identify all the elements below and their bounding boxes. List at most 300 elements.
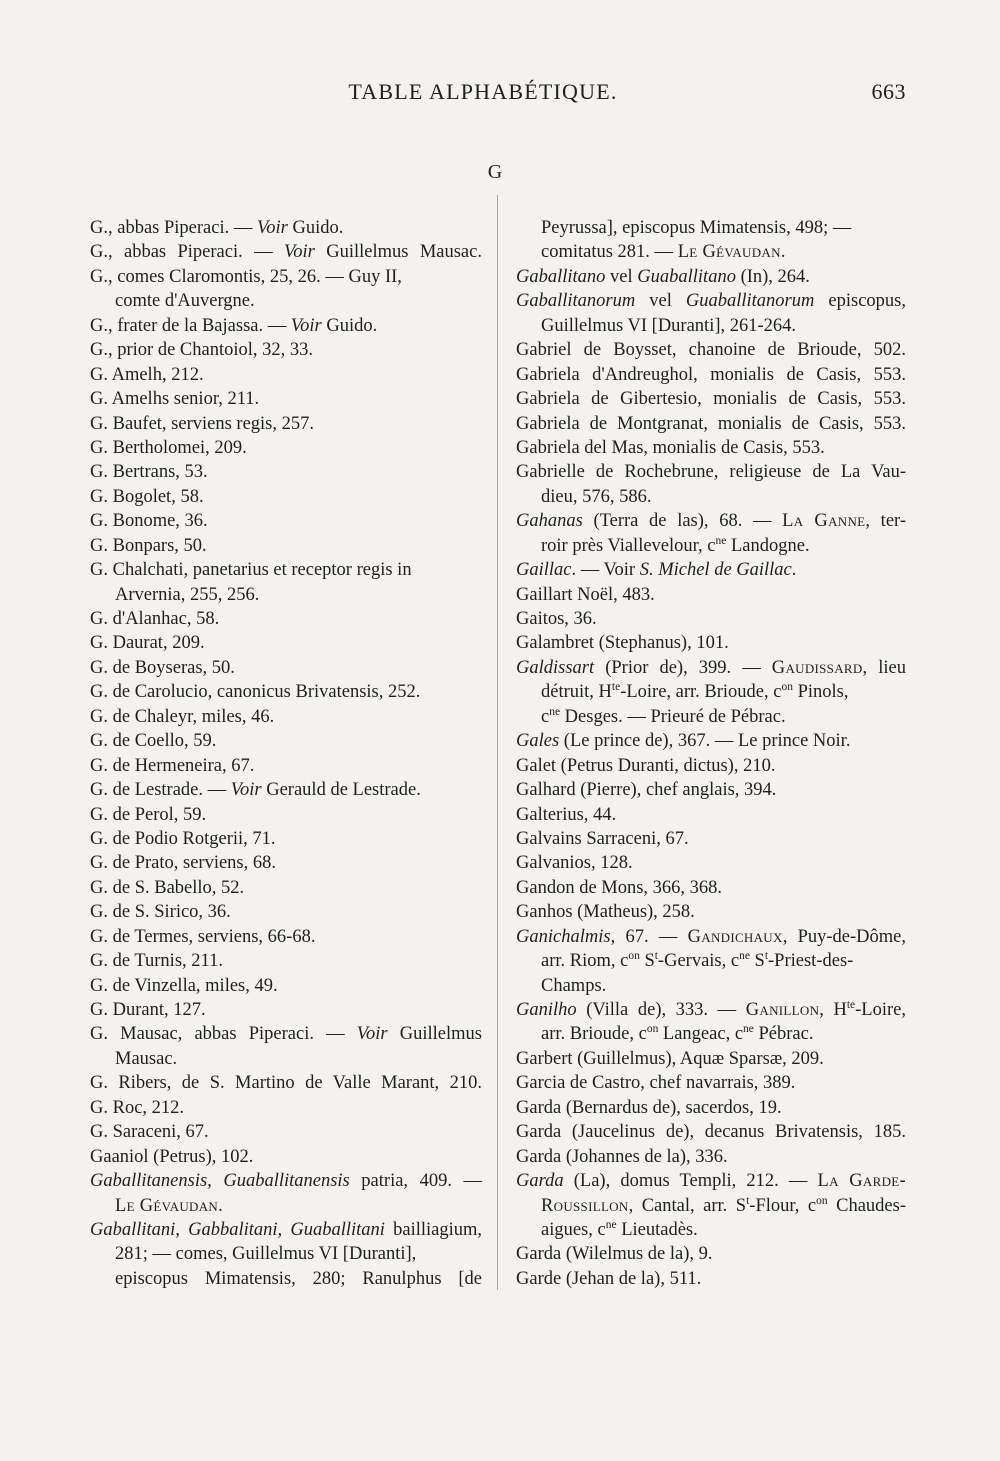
index-entry [90,680,482,704]
entry-text: G. de Termes, serviens, 66-68. [90,926,316,947]
entry-text: G. Bogolet, 58. [90,486,204,507]
index-entry [90,827,482,851]
entry-line [541,680,906,704]
index-entry [516,1096,906,1120]
entry-text: G. Roc, 212. [90,1097,185,1118]
entry-text: Gaaniol (Petrus), 102. [90,1146,254,1167]
entry-line [516,583,906,607]
index-entry [516,778,906,802]
superscript-abbrev: te [611,681,621,694]
index-entry [90,412,482,436]
entry-text: G. de Coello, 59. [90,731,217,752]
entry-line [90,1120,482,1144]
italic-term: Voir [230,780,262,801]
entry-text: (In), 264. [735,266,810,287]
entry-text: Galterius, 44. [516,804,617,825]
superscript-abbrev: ne [715,534,727,547]
entry-text: G. Amelhs senior, 211. [90,389,260,410]
entry-line [115,289,482,313]
entry-text: arr. Brioude, c [541,1024,647,1045]
index-entry [90,754,482,778]
entry-line [90,680,482,704]
entry-line [90,1169,482,1193]
entry-line [516,998,906,1022]
index-entry [90,1096,482,1120]
italic-term: Guaballitano [637,266,736,287]
small-caps-term: Le Gévaudan [115,1195,219,1216]
entry-line [541,1218,906,1242]
entry-line [115,1194,482,1218]
entry-line [90,412,482,436]
index-entry [90,1145,482,1169]
entry-text: Gerauld de Lestrade. [261,780,421,801]
entry-line [541,1194,906,1218]
entry-text: détruit, H [541,682,612,703]
superscript-abbrev: ne [549,705,561,718]
entry-text: G. de Hermeneira, 67. [90,755,255,776]
index-entry [90,607,482,631]
entry-line [90,216,482,240]
entry-line [115,583,482,607]
index-entry [516,1242,906,1266]
entry-text: G., abbas Piperaci. — [90,242,284,263]
entry-line [516,851,906,875]
index-entry [516,729,906,753]
entry-line [516,412,906,436]
entry-line [516,1242,906,1266]
entry-text: Landogne. [726,535,810,556]
entry-line [516,363,906,387]
entry-text: bailliagium, [384,1219,482,1240]
index-entry [90,1169,482,1218]
entry-line [516,509,906,533]
index-entry [90,363,482,387]
entry-text: S [639,951,655,972]
entry-text: Guillelmus [387,1024,482,1045]
index-entry [90,460,482,484]
entry-line [90,607,482,631]
superscript-abbrev: ne [739,949,750,962]
entry-text: Gabriela del Mas, monialis de Casis, 553. [516,437,825,458]
entry-line [516,460,906,484]
entry-text: Gabriela de Gibertesio, monialis de Casis, 553. [516,389,906,410]
index-entry [516,436,906,460]
index-entry [90,803,482,827]
entry-line [541,485,906,509]
entry-text: -Gervais, c [657,951,740,972]
index-entry [516,216,906,265]
entry-line [516,289,906,313]
entry-line [90,974,482,998]
index-entry [516,509,906,558]
entry-text: Guillelmus VI [Duranti], 261-264. [541,315,797,336]
entry-text: (Terra de las), 68. — [582,511,783,532]
entry-text: 281; — comes, Guillelmus VI [Duranti], [115,1244,417,1265]
entry-line [90,729,482,753]
entry-text: G. de Turnis, 211. [90,951,223,972]
entry-line [541,974,906,998]
italic-term: Gaballitanensis, Guaballitanensis [90,1171,350,1192]
entry-text: G. Bertholomei, 209. [90,437,247,458]
entry-line [516,827,906,851]
entry-text: G. Ribers, de S. Martino de Valle Marant, 210. [90,1073,482,1094]
index-entry [90,656,482,680]
entry-line [90,240,482,264]
entry-line [516,1047,906,1071]
index-entry [90,876,482,900]
entry-text: G. de Prato, serviens, 68. [90,853,276,874]
entry-text: Galhard (Pierre), chef anglais, 394. [516,780,777,801]
entry-line [90,925,482,949]
entry-text: G. de Chaleyr, miles, 46. [90,706,275,727]
index-entry [90,1022,482,1071]
index-entry [90,436,482,460]
index-entry [516,265,906,289]
entry-text: dieu, 576, 586. [541,486,652,507]
entry-text: Garcia de Castro, chef navarrais, 389. [516,1073,796,1094]
index-entry [90,216,482,240]
index-entry [516,363,906,387]
index-entry [90,925,482,949]
entry-text: (Villa de), 333. — [576,1000,746,1020]
superscript-abbrev: ne [743,1023,754,1036]
entry-text: , Puy-de-Dôme, [782,926,906,947]
entry-text: Langeac, c [658,1024,744,1045]
superscript-abbrev: t [764,949,769,962]
superscript-abbrev: on [628,949,640,962]
small-caps-term: Gandichaux [687,926,783,947]
entry-line [516,436,906,460]
entry-text: Champs. [541,975,607,996]
superscript-abbrev: on [816,1194,828,1207]
entry-line [90,851,482,875]
entry-text: Garda (Wilelmus de la), 9. [516,1244,713,1265]
entry-text: G. Bonpars, 50. [90,535,207,556]
index-entry [516,289,906,338]
entry-line [90,1022,482,1046]
index-entry [516,607,906,631]
superscript-abbrev: t [746,1194,750,1207]
index-column-left [90,216,482,1291]
entry-text: Peyrussa], episcopus Mimatensis, 498; — [541,218,852,238]
index-entry [516,558,906,582]
entry-text: -Loire, arr. Brioude, c [620,682,782,703]
entry-text: episcopus Mimatensis, 280; Ranulphus [de [115,1268,482,1289]
entry-text: G. de Podio Rotgerii, 71. [90,828,276,849]
entry-line [90,656,482,680]
index-entry [516,1047,906,1071]
index-entry [90,851,482,875]
italic-term: Gales [516,731,560,752]
entry-line [541,216,906,240]
entry-text: G. de S. Sirico, 36. [90,902,231,923]
entry-text: Galvains Sarraceni, 67. [516,828,689,849]
entry-line [90,387,482,411]
index-entry [90,387,482,411]
entry-text: -Flour, c [749,1195,817,1216]
index-entry [90,974,482,998]
index-entry [90,1120,482,1144]
entry-line [516,1169,906,1193]
entry-line [516,1145,906,1169]
italic-term: Ganilho [516,1000,577,1020]
entry-text: G. de Boyseras, 50. [90,657,235,678]
entry-text: (La), domus Templi, 212. — [563,1171,818,1192]
entry-text: . [218,1195,223,1216]
superscript-abbrev: t [654,949,658,962]
entry-text: . — Voir [571,560,640,581]
entry-text: G., comes Claromontis, 25, 26. — Guy II, [90,266,402,287]
entry-text: Galambret (Stephanus), 101. [516,633,729,654]
entry-text: G. Bonome, 36. [90,511,208,532]
index-entry [90,900,482,924]
superscript-abbrev: on [646,1023,659,1036]
index-entry [516,998,906,1047]
entry-line [516,338,906,362]
index-entry [90,778,482,802]
entry-text: (Prior de), 399. — [594,657,772,678]
index-entry [516,583,906,607]
italic-term: Gahanas [516,511,583,532]
index-entry [90,631,482,655]
entry-text: Garda (Bernardus de), sacerdos, 19. [516,1097,782,1118]
entry-line [90,1218,482,1242]
entry-text: Gabrielle de Rochebrune, religieuse de La Vau- [516,462,906,483]
index-entry [90,1071,482,1095]
entry-text: S [749,951,765,972]
entry-text: , H [819,1000,847,1020]
entry-text: G. de S. Babello, 52. [90,877,245,898]
index-entry [516,900,906,924]
entry-line [90,534,482,558]
entry-line [516,631,906,655]
small-caps-term: Ganillon [745,1000,820,1020]
italic-term: Garda [516,1171,564,1192]
entry-text: vel [605,266,638,287]
entry-line [516,265,906,289]
entry-line [90,631,482,655]
entry-text: episcopus, [814,291,906,312]
entry-text: Guido. [287,218,344,238]
index-entry [90,534,482,558]
entry-text: Gabriela de Montgranat, monialis de Casis, 553. [516,413,906,434]
small-caps-term: La Garde- [817,1171,906,1192]
index-entry [90,558,482,607]
entry-text: Gabriel de Boysset, chanoine de Brioude, 502. [516,340,906,361]
index-entry [516,656,906,729]
italic-term: Gaillac [516,560,572,581]
entry-line [516,656,906,680]
entry-line [541,1022,906,1046]
italic-term: Voir [290,315,322,336]
entry-text: roir près Viallevelour, c [541,535,716,556]
index-entry [516,925,906,998]
entry-text: Galet (Petrus Duranti, dictus), 210. [516,755,776,776]
entry-text: Pébrac. [753,1024,814,1045]
italic-term: Voir [284,242,315,263]
entry-line [115,1267,482,1291]
entry-line [90,1145,482,1169]
entry-text: , 67. — [610,926,688,947]
entry-line [90,558,482,582]
entry-text: Gabriela d'Andreughol, monialis de Casis, 553. [516,364,906,385]
entry-line [90,778,482,802]
index-entry [90,265,482,314]
entry-line [541,705,906,729]
index-entry [90,240,482,264]
entry-text: comte d'Auvergne. [115,291,255,312]
italic-term: S. Michel de Gaillac [639,560,792,581]
entry-line [541,534,906,558]
entry-text: Galvanios, 128. [516,853,633,874]
entry-text: Lieutadès. [616,1219,698,1240]
column-divider [497,195,498,1290]
entry-line [90,876,482,900]
index-entry [90,729,482,753]
entry-text: , lieu [862,657,906,678]
entry-text: G. de Carolucio, canonicus Brivatensis, 252. [90,682,421,703]
entry-text: Garde (Jehan de la), 511. [516,1268,702,1289]
index-entry [90,314,482,338]
index-entry [90,998,482,1022]
entry-line [516,1071,906,1095]
running-title: TABLE ALPHABÉTIQUE. [348,79,618,104]
entry-line [90,509,482,533]
entry-line [541,314,906,338]
entry-text: Pinols, [792,682,849,703]
entry-text: Garda (Jaucelinus de), decanus Brivatensis, 185. [516,1122,906,1143]
entry-line [90,314,482,338]
entry-text: G., frater de la Bajassa. — [90,315,291,336]
entry-line [115,1242,482,1266]
entry-line [516,900,906,924]
index-entry [516,1145,906,1169]
entry-text: Ganhos (Matheus), 258. [516,902,695,923]
entry-line [90,949,482,973]
italic-term: Gaballitanorum [516,291,636,312]
entry-text: G. Mausac, abbas Piperaci. — [90,1024,357,1045]
superscript-abbrev: te [846,998,856,1011]
index-entry [516,1071,906,1095]
index-entry [90,485,482,509]
entry-line [90,265,482,289]
entry-line [90,338,482,362]
entry-line [516,387,906,411]
italic-term: Gaballitani, Gabbalitani, Guaballitani [90,1219,385,1240]
entry-text: Gaillart Noël, 483. [516,584,655,605]
entry-text: . [780,242,786,263]
entry-line [90,900,482,924]
entry-text: Gandon de Mons, 366, 368. [516,877,723,898]
entry-line [516,778,906,802]
superscript-abbrev: ne [605,1218,617,1231]
italic-term: Voir [356,1024,388,1045]
entry-text: Mausac. [115,1048,178,1069]
entry-text: Chaudes- [827,1195,906,1216]
index-entry [90,949,482,973]
index-entry [516,631,906,655]
entry-line [516,1096,906,1120]
entry-text: G., abbas Piperaci. — [90,218,257,238]
index-entry [90,338,482,362]
italic-term: Guaballitanorum [685,291,815,312]
small-caps-term: Roussillon [541,1195,629,1216]
entry-text: G. Chalchati, panetarius et receptor regis in [90,560,412,581]
entry-text: Guido. [321,315,378,336]
entry-line [115,1047,482,1071]
entry-text: G. Amelh, 212. [90,364,204,385]
italic-term: Voir [256,218,288,238]
entry-text: G. Saraceni, 67. [90,1122,209,1143]
entry-text: aigues, c [541,1219,606,1240]
entry-text: . [791,560,797,581]
entry-line [516,729,906,753]
small-caps-term: Gaudissard [771,657,863,678]
entry-text: comitatus 281. — [541,242,678,263]
italic-term: Galdissart [516,657,595,678]
entry-line [516,1120,906,1144]
entry-text: G. d'Alanhac, 58. [90,609,220,629]
entry-text: G. de Lestrade. — [90,780,231,801]
entry-text: vel [635,291,686,312]
index-entry [516,460,906,509]
entry-text: G. Baufet, serviens regis, 257. [90,413,315,434]
entry-line [90,1096,482,1120]
index-entry [516,851,906,875]
entry-line [90,754,482,778]
entry-text: G., prior de Chantoiol, 32, 33. [90,340,314,361]
entry-text: G. Durant, 127. [90,1000,206,1020]
entry-text: G. de Perol, 59. [90,804,207,825]
entry-line [516,754,906,778]
entry-text: G. Daurat, 209. [90,633,205,654]
index-entry [516,412,906,436]
entry-text: Arvernia, 255, 256. [115,584,260,605]
page-number: 663 [871,79,906,104]
section-letter: G [487,161,503,183]
index-entry [90,509,482,533]
entry-text: Gaitos, 36. [516,609,597,629]
index-entry [516,1169,906,1242]
index-entry [516,338,906,362]
entry-text: arr. Riom, c [541,951,629,972]
entry-text: patria, 409. — [349,1171,482,1192]
entry-line [90,1071,482,1095]
index-entry [516,827,906,851]
entry-text: Garbert (Guillelmus), Aquæ Sparsæ, 209. [516,1048,824,1069]
entry-line [541,240,906,264]
entry-line [516,925,906,949]
entry-line [90,803,482,827]
entry-line [90,827,482,851]
entry-text: Garda (Johannes de la), 336. [516,1146,728,1167]
entry-line [90,998,482,1022]
index-entry [516,1267,906,1291]
index-entry [516,754,906,778]
entry-line [90,363,482,387]
entry-text: , Cantal, arr. S [628,1195,747,1216]
small-caps-term: Le Gévaudan [677,242,781,263]
entry-line [90,436,482,460]
entry-line [516,607,906,631]
entry-line [90,485,482,509]
entry-line [90,460,482,484]
entry-line [516,876,906,900]
entry-line [516,1267,906,1291]
entry-line [516,803,906,827]
index-entry [90,1218,482,1291]
index-column-right [516,216,906,1291]
